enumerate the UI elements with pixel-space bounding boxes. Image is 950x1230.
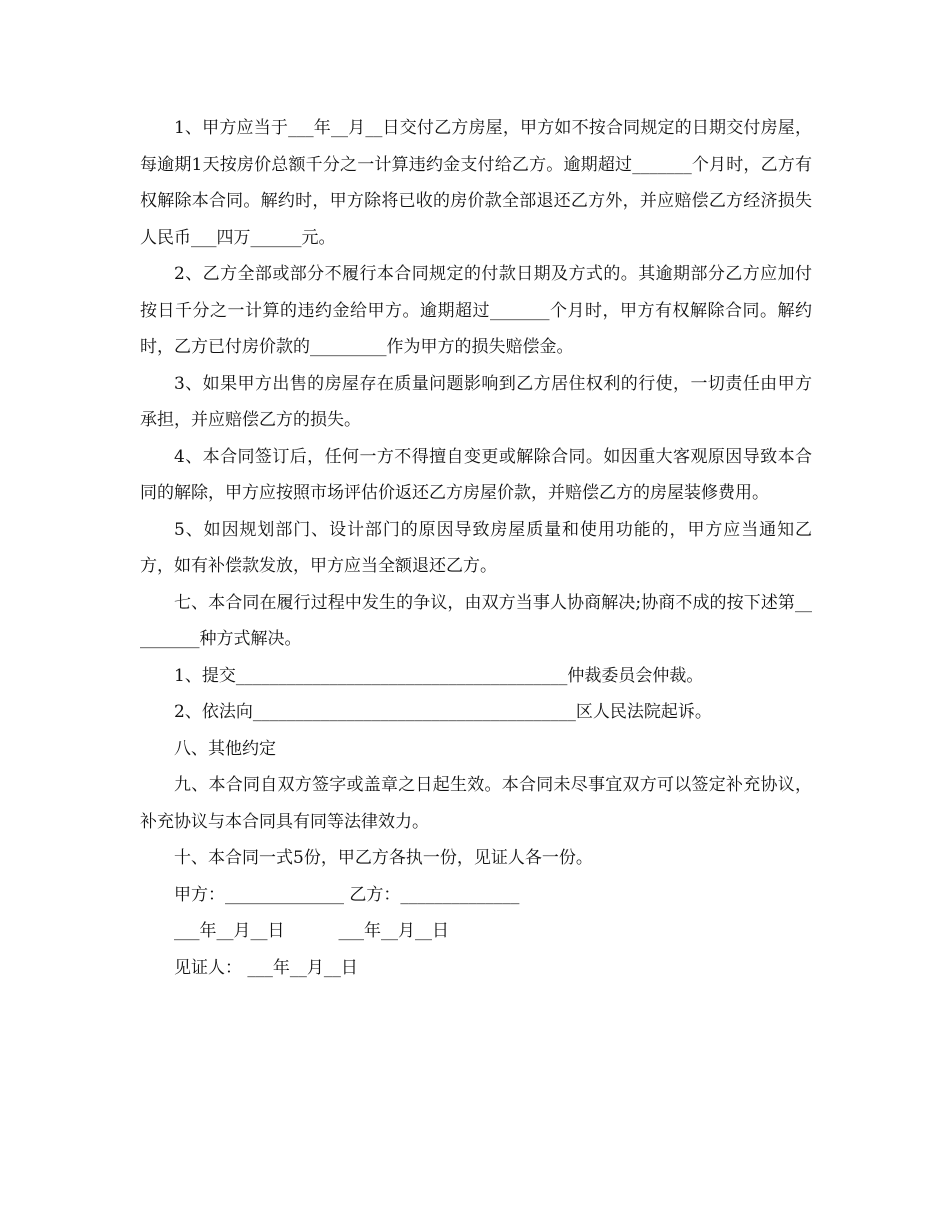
section-8-heading: 八、其他约定	[174, 738, 276, 759]
signature-dates-line: ___年__月__日 ___年__月__日	[174, 921, 450, 941]
arbitration-option: 1、提交_______________________________________仲裁委员会仲裁。	[174, 665, 704, 686]
section-9-paragraph: 九、本合同自双方签字或盖章之日起生效。本合同未尽事宜双方可以签定补充协议，补充协议与本合同具有同等法律效力。	[140, 775, 812, 832]
section-10-paragraph: 十、本合同一式5份，甲乙方各执一份，见证人各一份。	[174, 848, 593, 868]
document-body	[140, 110, 812, 986]
clause-3-paragraph: 3、如果甲方出售的房屋存在质量问题影响到乙方居住权利的行使，一切责任由甲方承担，并应赔偿乙方的损失。	[140, 373, 812, 430]
clause-1-paragraph: 1、甲方应当于___年__月__日交付乙方房屋，甲方如不按合同规定的日期交付房屋，每逾期1天按房价总额千分之一计算违约金支付给乙方。逾期超过_______个月时，乙方有权解除本合同。解约时，甲方除将已收的房价款全部退还乙方外，并应赔偿乙方经济损失人民币___四万______元。	[140, 118, 812, 248]
court-option: 2、依法向______________________________________区人民法院起诉。	[174, 702, 712, 722]
signature-parties-line: 甲方：______________ 乙方：______________	[174, 884, 520, 905]
section-7-paragraph: 七、本合同在履行过程中发生的争议，由双方当事人协商解决;协商不成的按下述第_________种方式解决。	[140, 592, 812, 649]
clause-2-paragraph: 2、乙方全部或部分不履行本合同规定的付款日期及方式的。其逾期部分乙方应加付按日千分之一计算的违约金给甲方。逾期超过_______个月时，甲方有权解除合同。解约时，乙方已付房价款的_________作为甲方的损失赔偿金。	[140, 264, 812, 357]
clause-5-paragraph: 5、如因规划部门、设计部门的原因导致房屋质量和使用功能的，甲方应当通知乙方，如有补偿款发放，甲方应当全额退还乙方。	[140, 519, 812, 576]
witness-line: 见证人： ___年__月__日	[174, 957, 358, 978]
clause-4-paragraph: 4、本合同签订后，任何一方不得擅自变更或解除合同。如因重大客观原因导致本合同的解除，甲方应按照市场评估价返还乙方房屋价款，并赔偿乙方的房屋装修费用。	[140, 446, 812, 503]
